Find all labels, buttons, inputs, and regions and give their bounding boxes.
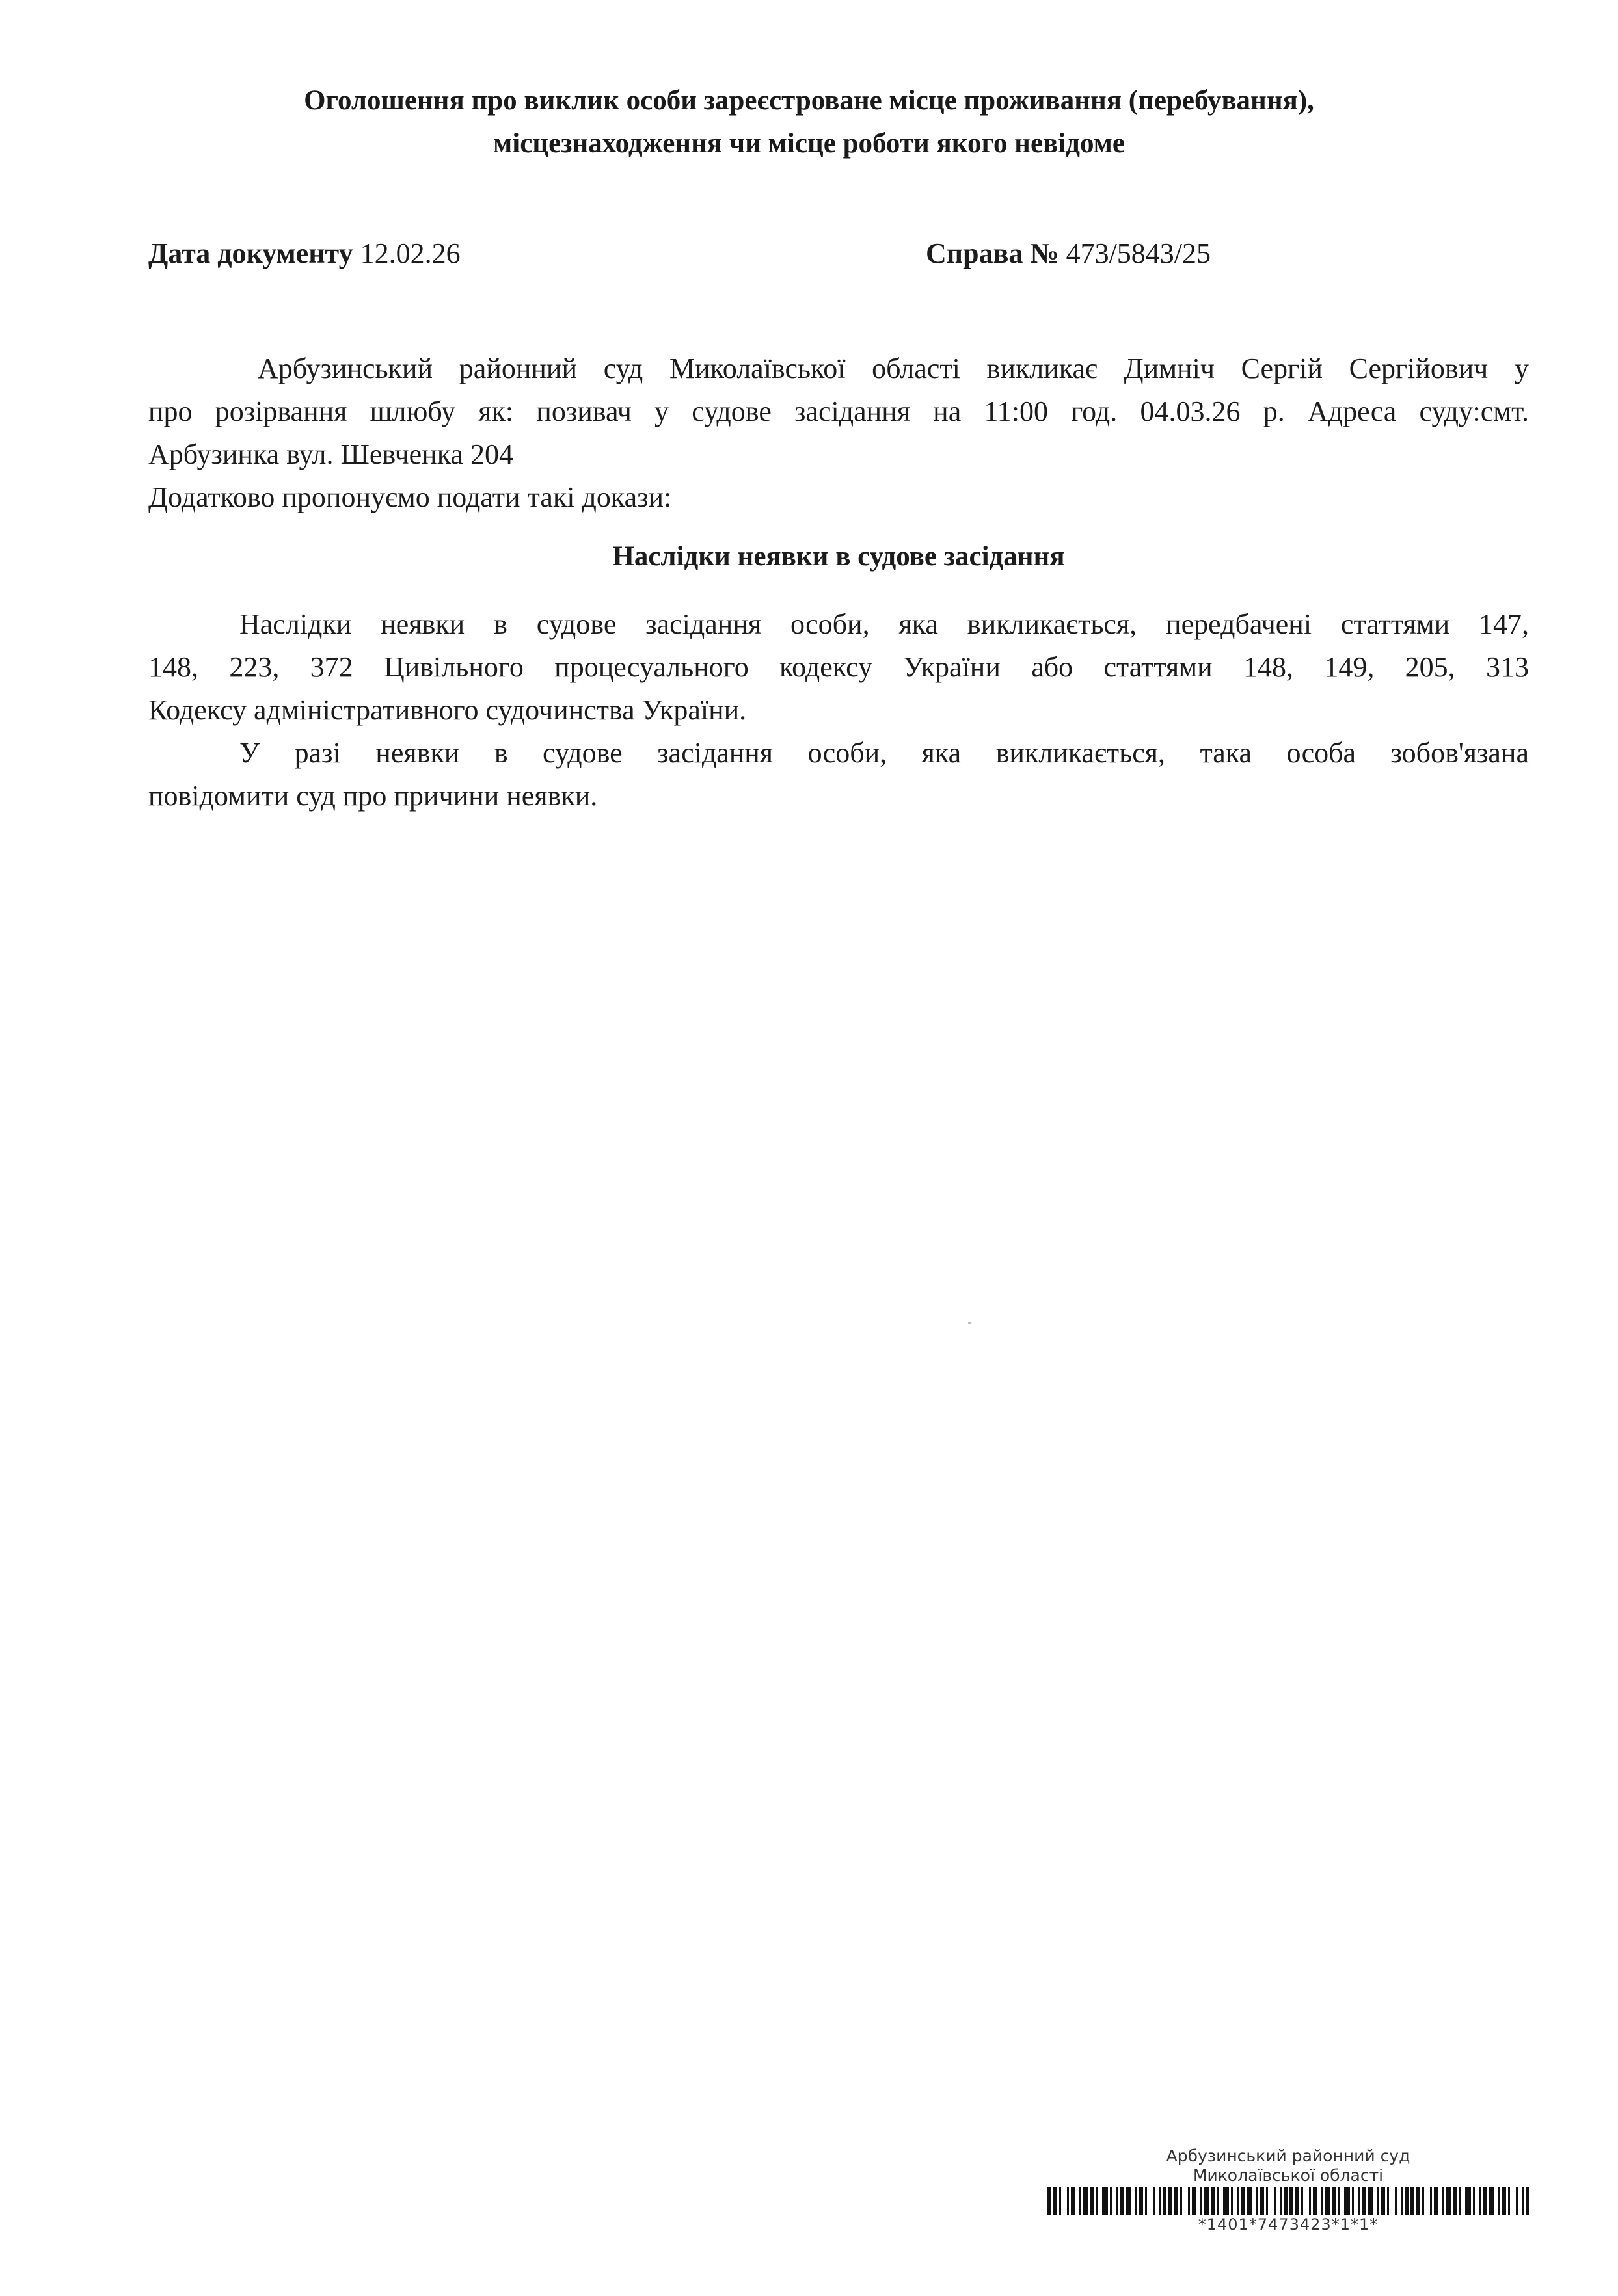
- document-title: [130, 79, 1488, 165]
- barcode-image: [1047, 2187, 1529, 2215]
- summons-line-3: Арбузинка вул. Шевченка 204: [148, 438, 513, 470]
- summons-line-4: Додатково пропонуємо подати такі докази:: [148, 481, 672, 513]
- consequences-paragraph: [148, 603, 1529, 818]
- consequences-line-1: Наслідки неявки в судове засідання особи, яка викликається, передбачені статтями 147,: [239, 608, 1529, 640]
- obligation-line-1: У разі неявки в судове засідання особи, яка викликається, така особа зобов'язана: [239, 737, 1529, 769]
- title-line-1: Оголошення про виклик особи зареєстроване місце проживання (перебування),: [304, 85, 1314, 116]
- stamp-region: Миколаївської області: [1193, 2166, 1384, 2185]
- barcode-number: *1401*7473423*1*1*: [1198, 2215, 1379, 2234]
- scan-speck: [968, 1322, 971, 1324]
- court-barcode-stamp: [1041, 2146, 1535, 2234]
- stamp-court-name: Арбузинський районний суд: [1166, 2146, 1410, 2165]
- case-label: Справа №: [926, 237, 1059, 269]
- consequences-heading: Наслідки неявки в судове засідання: [612, 541, 1065, 572]
- obligation-line-2: повідомити суд про причини неявки.: [148, 780, 598, 812]
- date-label: Дата документу: [148, 237, 353, 269]
- document-date: [148, 234, 461, 273]
- summons-paragraph: [148, 347, 1529, 519]
- consequences-line-3: Кодексу адміністративного судочинства України.: [148, 694, 747, 726]
- title-line-2: місцезнаходження чи місце роботи якого невідоме: [492, 128, 1126, 159]
- summons-line-2: про розірвання шлюбу як: позивач у судове засідання на 11:00 год. 04.03.26 р. Адреса суду:смт.: [148, 395, 1529, 427]
- consequences-line-2: 148, 223, 372 Цивільного процесуального кодексу України або статтями 148, 149, 205, 313: [148, 651, 1529, 683]
- summons-line-1: Арбузинський районний суд Миколаївської області викликає Димніч Сергій Сергійович у: [258, 353, 1529, 384]
- date-value: 12.02.26: [360, 237, 461, 269]
- case-value: 473/5843/25: [1066, 237, 1211, 269]
- case-number: [926, 234, 1211, 273]
